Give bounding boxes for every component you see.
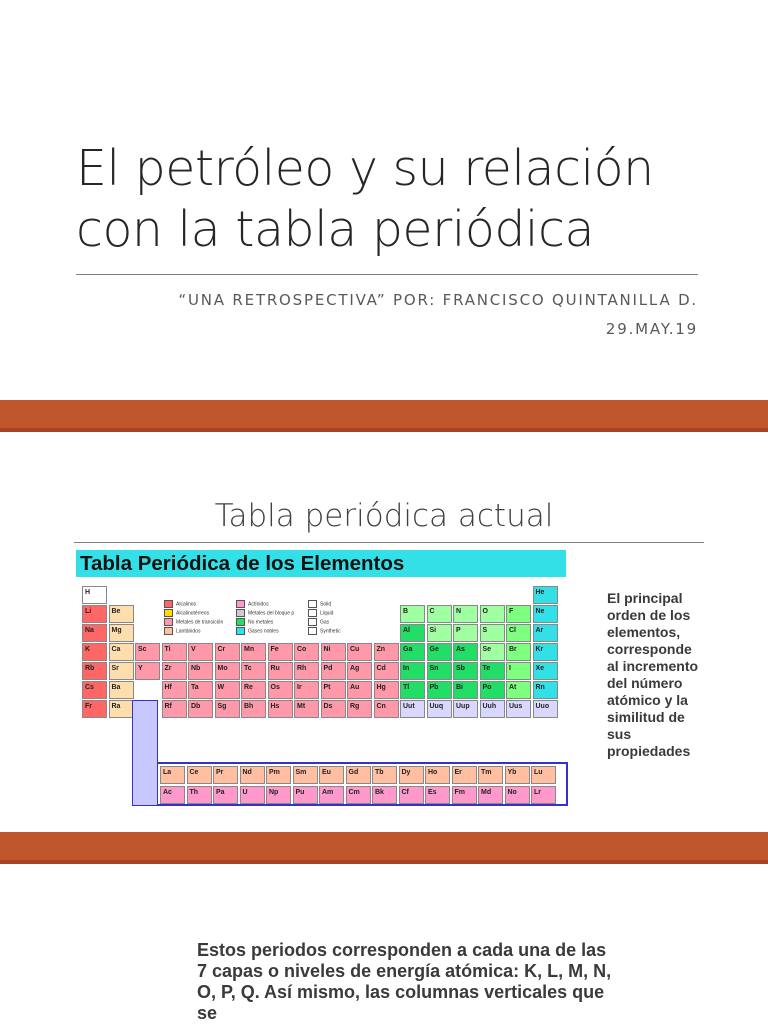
element-cell: Sg [215,700,240,718]
lanthanide-cell: Gd [346,766,371,784]
element-cell: Re [241,681,266,699]
element-cell: Uup [453,700,478,718]
element-cell: Po [480,681,505,699]
lanthanide-cell: Eu [319,766,344,784]
element-cell: Ge [427,643,452,661]
actinide-cell: Bk [372,786,397,804]
element-cell: Cr [215,643,240,661]
element-cell: Ds [321,700,346,718]
slide-divider [74,542,704,543]
actinide-cell: Pa [213,786,238,804]
actinide-cell: Md [478,786,503,804]
actinide-cell: Ac [160,786,185,804]
presentation-title: El petróleo y su relación con la tabla periódica [76,140,654,258]
lanthanide-cell: Pr [213,766,238,784]
legend-label: Alcalinos [176,601,197,608]
lanthanide-cell: Er [452,766,477,784]
periodic-table-slide [0,432,768,832]
actinide-cell: No [505,786,530,804]
element-cell: Bh [241,700,266,718]
element-cell: Rn [533,681,558,699]
periodic-table-heading: Tabla Periódica de los Elementos [76,550,566,577]
element-cell: Si [427,624,452,642]
legend-label: Liquid [320,610,334,617]
periodic-table-grid [74,580,572,806]
element-cell: Ag [347,662,372,680]
element-cell: Nb [188,662,213,680]
lanthanide-cell: Sm [293,766,318,784]
element-cell: Cd [374,662,399,680]
element-cell: Li [82,605,107,623]
element-cell: He [533,586,558,604]
element-cell: Sr [109,662,134,680]
element-cell: Ru [268,662,293,680]
legend-swatch [236,600,245,608]
legend-label: Gases nobles [248,628,279,635]
element-cell: Mn [241,643,266,661]
legend-label: Solid [320,601,332,608]
element-cell: Mg [109,624,134,642]
element-cell: Fe [268,643,293,661]
legend-item [236,627,279,635]
element-cell: Y [135,662,160,680]
date-line: 29.MAY.19 [605,320,698,338]
element-cell: Ne [533,605,558,623]
lanthanide-cell: Ho [425,766,450,784]
element-cell: Ar [533,624,558,642]
legend-swatch [308,609,317,617]
legend-item [308,627,341,635]
legend-swatch [164,618,173,626]
element-cell: Na [82,624,107,642]
element-cell: Hg [374,681,399,699]
lanthanide-cell: La [160,766,185,784]
element-cell: Br [506,643,531,661]
lanthanide-cell: Tb [372,766,397,784]
slide-title: Tabla periódica actual [214,498,554,534]
actinide-cell: Th [187,786,212,804]
element-cell: Sb [453,662,478,680]
legend-swatch [308,618,317,626]
actinide-cell: Am [319,786,344,804]
legend-item [236,618,273,626]
element-cell: H [82,586,107,604]
f-block-outline [156,762,568,806]
legend-label: Lantánidos [176,628,201,635]
element-cell: Cl [506,624,531,642]
element-cell: B [400,605,425,623]
periods-text: Estos periodos corresponden a cada una de las 7 capas o niveles de energía atómica: K, L, M, N, O, P, Q. Así mismo, las columnas verticales que se [197,940,612,1023]
title-slide [0,0,768,400]
element-cell: I [506,662,531,680]
element-cell: O [480,605,505,623]
element-cell: Sc [135,643,160,661]
element-cell: Mo [215,662,240,680]
element-cell: Os [268,681,293,699]
element-cell: Bi [453,681,478,699]
element-cell: As [453,643,478,661]
element-cell: Hf [162,681,187,699]
element-cell: At [506,681,531,699]
legend-label: Gas [320,619,330,626]
element-cell: Db [188,700,213,718]
element-cell: P [453,624,478,642]
element-cell: Te [480,662,505,680]
legend-label: Synthetic [320,628,341,635]
actinide-cell: Es [425,786,450,804]
element-cell: Be [109,605,134,623]
element-cell: Rb [82,662,107,680]
element-cell: Ti [162,643,187,661]
element-cell: Cu [347,643,372,661]
legend-item [164,600,196,608]
element-cell: Uuh [480,700,505,718]
lanthanide-cell: Tm [478,766,503,784]
element-cell: In [400,662,425,680]
legend-item [164,609,209,617]
element-cell: Tc [241,662,266,680]
actinide-cell: Cf [399,786,424,804]
legend-label: Actínidos [248,601,269,608]
f-block-connector [132,700,158,806]
element-cell: Ni [321,643,346,661]
element-cell: Ba [109,681,134,699]
legend-swatch [308,627,317,635]
periodic-table-image [74,548,572,806]
element-cell: W [215,681,240,699]
element-cell: Uus [506,700,531,718]
legend-item [236,609,294,617]
element-cell: Uuo [533,700,558,718]
text-slide [0,864,768,1024]
element-cell: F [506,605,531,623]
legend-label: Alcalinotérreos [176,610,210,617]
element-cell: Au [347,681,372,699]
element-cell: V [188,643,213,661]
lanthanide-cell: Ce [187,766,212,784]
element-cell: Ga [400,643,425,661]
element-cell: K [82,643,107,661]
element-cell: Fr [82,700,107,718]
element-cell: Rh [294,662,319,680]
element-cell: Rg [347,700,372,718]
element-cell: Cs [82,681,107,699]
lanthanide-cell: Pm [266,766,291,784]
element-cell: Sn [427,662,452,680]
legend-item [308,609,333,617]
element-cell: S [480,624,505,642]
element-cell: C [427,605,452,623]
actinide-cell: Lr [531,786,556,804]
legend-swatch [164,627,173,635]
legend-item [236,600,269,608]
legend-swatch [308,600,317,608]
slide-separator [0,400,768,432]
actinide-cell: Fm [452,786,477,804]
element-cell: Hs [268,700,293,718]
actinide-cell: Cm [346,786,371,804]
element-cell: Co [294,643,319,661]
element-cell: Cn [374,700,399,718]
element-cell: Al [400,624,425,642]
presentation-subtitle [178,286,698,344]
actinide-cell: Np [266,786,291,804]
legend-label: Metales de transición [176,619,224,626]
legend-swatch [236,609,245,617]
lanthanide-cell: Lu [531,766,556,784]
element-cell: Xe [533,662,558,680]
lanthanide-cell: Yb [505,766,530,784]
element-cell: Se [480,643,505,661]
element-cell: Pb [427,681,452,699]
element-cell: Zr [162,662,187,680]
legend-label: Metales del bloque p [248,610,295,617]
element-cell: Rf [162,700,187,718]
element-cell: Ra [109,700,134,718]
element-cell: Pt [321,681,346,699]
lanthanide-cell: Dy [399,766,424,784]
author-line: “UNA RETROSPECTIVA” POR: FRANCISCO QUINTANILLA D. [178,291,698,309]
element-cell: Uut [400,700,425,718]
element-cell: Kr [533,643,558,661]
element-cell: Uuq [427,700,452,718]
element-cell: Ca [109,643,134,661]
legend-swatch [164,609,173,617]
legend-swatch [236,618,245,626]
element-cell: Mt [294,700,319,718]
lanthanide-cell: Nd [240,766,265,784]
element-cell: N [453,605,478,623]
legend-item [308,600,331,608]
element-cell: Zn [374,643,399,661]
element-cell: Tl [400,681,425,699]
element-cell: Ta [188,681,213,699]
side-note: El principal orden de los elementos, corresponde al incremento del número atómico y la similitud de sus propiedades [607,590,699,759]
actinide-cell: Pu [293,786,318,804]
legend-swatch [164,600,173,608]
legend-item [164,618,223,626]
actinide-cell: U [240,786,265,804]
legend-swatch [236,627,245,635]
legend-item [164,627,200,635]
legend-item [308,618,329,626]
slide-separator [0,832,768,864]
element-cell: Ir [294,681,319,699]
legend-label: No metales [248,619,274,626]
element-cell: Pd [321,662,346,680]
title-divider [76,274,698,275]
